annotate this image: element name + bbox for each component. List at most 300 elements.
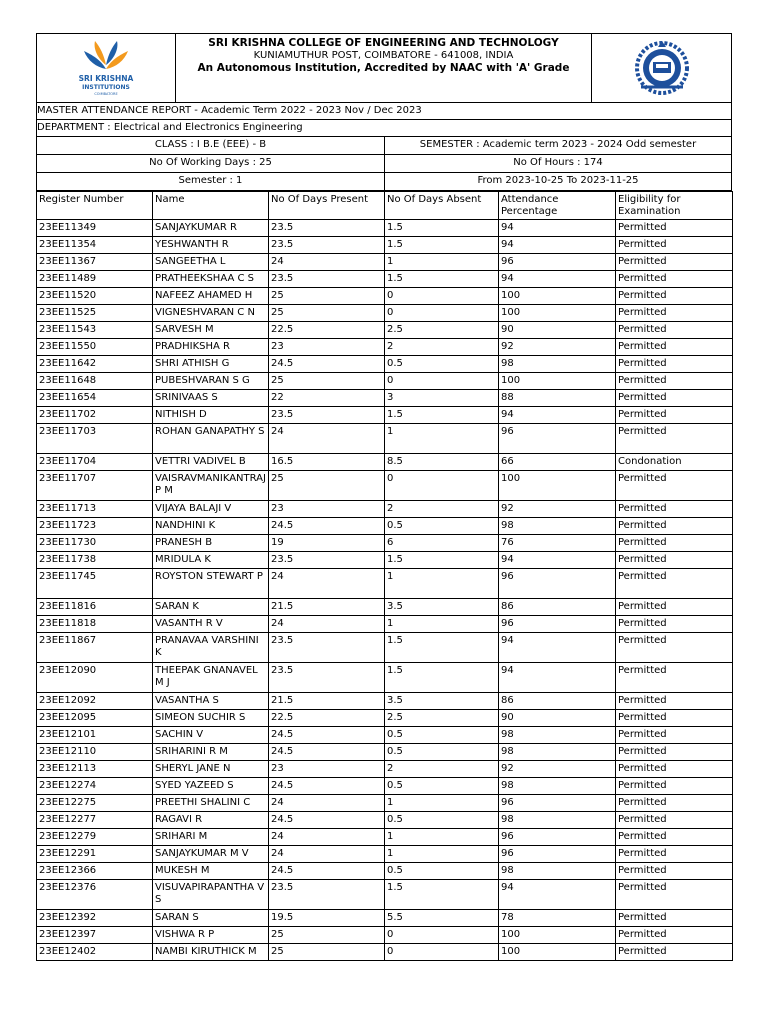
column-header: No Of Days Absent <box>385 192 499 220</box>
table-row <box>37 727 733 744</box>
student-name-cell: SRIHARINI R M <box>153 744 269 761</box>
days-present-cell: 24 <box>269 254 385 271</box>
attendance-percentage-cell: 78 <box>499 910 616 927</box>
semester-dates-row <box>36 173 732 191</box>
college-address: KUNIAMUTHUR POST, COIMBATORE - 641008, INDIA <box>253 49 514 61</box>
eligibility-cell: Permitted <box>616 305 733 322</box>
student-name-cell: VETTRI VADIVEL B <box>153 454 269 471</box>
student-name-cell: SHERYL JANE N <box>153 761 269 778</box>
register-number-cell: 23EE11816 <box>37 599 153 616</box>
days-absent-cell: 1.5 <box>385 633 499 663</box>
student-name-cell: SRINIVAAS S <box>153 390 269 407</box>
register-number-cell: 23EE11367 <box>37 254 153 271</box>
attendance-percentage-cell: 98 <box>499 812 616 829</box>
days-absent-cell: 0.5 <box>385 727 499 744</box>
days-present-cell: 21.5 <box>269 599 385 616</box>
eligibility-cell: Permitted <box>616 693 733 710</box>
attendance-table <box>36 191 733 961</box>
attendance-percentage-cell: 94 <box>499 220 616 237</box>
attendance-percentage-cell: 96 <box>499 254 616 271</box>
student-name-cell: VIJAYA BALAJI V <box>153 501 269 518</box>
register-number-cell: 23EE11349 <box>37 220 153 237</box>
table-row <box>37 778 733 795</box>
eligibility-cell: Permitted <box>616 663 733 693</box>
days-present-cell: 25 <box>269 373 385 390</box>
days-present-cell: 24.5 <box>269 812 385 829</box>
column-header: Register Number <box>37 192 153 220</box>
days-present-cell: 23.5 <box>269 880 385 910</box>
table-header-row <box>37 192 733 220</box>
days-present-cell: 25 <box>269 944 385 961</box>
table-row <box>37 812 733 829</box>
attendance-percentage-cell: 96 <box>499 569 616 599</box>
days-absent-cell: 0.5 <box>385 518 499 535</box>
days-absent-cell: 2.5 <box>385 322 499 339</box>
table-row <box>37 424 733 454</box>
attendance-percentage-cell: 94 <box>499 552 616 569</box>
days-present-cell: 24.5 <box>269 356 385 373</box>
days-hours-row <box>36 155 732 173</box>
eligibility-cell: Permitted <box>616 744 733 761</box>
date-range-label: From 2023-10-25 To 2023-11-25 <box>384 173 731 190</box>
eligibility-cell: Permitted <box>616 927 733 944</box>
attendance-percentage-cell: 98 <box>499 727 616 744</box>
register-number-cell: 23EE11738 <box>37 552 153 569</box>
eligibility-cell: Permitted <box>616 322 733 339</box>
student-name-cell: SARAN S <box>153 910 269 927</box>
eligibility-cell: Permitted <box>616 761 733 778</box>
college-title-block <box>176 34 591 102</box>
register-number-cell: 23EE11702 <box>37 407 153 424</box>
eligibility-cell: Condonation <box>616 454 733 471</box>
days-absent-cell: 0.5 <box>385 744 499 761</box>
days-absent-cell: 1 <box>385 829 499 846</box>
eligibility-cell: Permitted <box>616 569 733 599</box>
student-name-cell: SANJAYKUMAR M V <box>153 846 269 863</box>
register-number-cell: 23EE12101 <box>37 727 153 744</box>
department-label: DEPARTMENT : Electrical and Electronics Engineering <box>36 120 732 137</box>
eligibility-cell: Permitted <box>616 407 733 424</box>
student-name-cell: NAFEEZ AHAMED H <box>153 288 269 305</box>
register-number-cell: 23EE12366 <box>37 863 153 880</box>
table-row <box>37 744 733 761</box>
student-name-cell: MRIDULA K <box>153 552 269 569</box>
days-absent-cell: 1.5 <box>385 271 499 288</box>
table-row <box>37 710 733 727</box>
eligibility-cell: Permitted <box>616 390 733 407</box>
days-absent-cell: 3 <box>385 390 499 407</box>
days-present-cell: 23.5 <box>269 633 385 663</box>
attendance-percentage-cell: 98 <box>499 744 616 761</box>
eligibility-cell: Permitted <box>616 471 733 501</box>
college-name: SRI KRISHNA COLLEGE OF ENGINEERING AND TECHNOLOGY <box>208 37 559 49</box>
register-number-cell: 23EE11723 <box>37 518 153 535</box>
attendance-table-body <box>37 220 733 961</box>
student-name-cell: SANGEETHA L <box>153 254 269 271</box>
table-row <box>37 846 733 863</box>
days-absent-cell: 0.5 <box>385 778 499 795</box>
eligibility-cell: Permitted <box>616 220 733 237</box>
register-number-cell: 23EE12392 <box>37 910 153 927</box>
table-row <box>37 220 733 237</box>
days-present-cell: 24.5 <box>269 778 385 795</box>
table-row <box>37 535 733 552</box>
table-row <box>37 795 733 812</box>
attendance-percentage-cell: 96 <box>499 829 616 846</box>
days-absent-cell: 0 <box>385 927 499 944</box>
student-name-cell: VISHWA R P <box>153 927 269 944</box>
eligibility-cell: Permitted <box>616 501 733 518</box>
register-number-cell: 23EE12274 <box>37 778 153 795</box>
attendance-percentage-cell: 100 <box>499 927 616 944</box>
days-present-cell: 24.5 <box>269 518 385 535</box>
register-number-cell: 23EE11520 <box>37 288 153 305</box>
days-present-cell: 24.5 <box>269 744 385 761</box>
eligibility-cell: Permitted <box>616 373 733 390</box>
student-name-cell: RAGAVI R <box>153 812 269 829</box>
student-name-cell: PREETHI SHALINI C <box>153 795 269 812</box>
student-name-cell: YESHWANTH R <box>153 237 269 254</box>
attendance-percentage-cell: 98 <box>499 863 616 880</box>
semester-label: Semester : 1 <box>178 175 243 186</box>
student-name-cell: VASANTHA S <box>153 693 269 710</box>
days-present-cell: 16.5 <box>269 454 385 471</box>
days-present-cell: 23.5 <box>269 407 385 424</box>
register-number-cell: 23EE12113 <box>37 761 153 778</box>
days-absent-cell: 0.5 <box>385 812 499 829</box>
attendance-percentage-cell: 92 <box>499 501 616 518</box>
eligibility-cell: Permitted <box>616 795 733 812</box>
register-number-cell: 23EE12376 <box>37 880 153 910</box>
student-name-cell: VISUVAPIRAPANTHA V S <box>153 880 269 910</box>
student-name-cell: PUBESHVARAN S G <box>153 373 269 390</box>
attendance-percentage-cell: 94 <box>499 663 616 693</box>
student-name-cell: PRADHIKSHA R <box>153 339 269 356</box>
attendance-percentage-cell: 100 <box>499 373 616 390</box>
days-absent-cell: 1.5 <box>385 407 499 424</box>
days-absent-cell: 0 <box>385 944 499 961</box>
attendance-report-sheet <box>36 33 732 961</box>
attendance-percentage-cell: 90 <box>499 710 616 727</box>
attendance-percentage-cell: 96 <box>499 846 616 863</box>
register-number-cell: 23EE12110 <box>37 744 153 761</box>
days-present-cell: 24 <box>269 424 385 454</box>
svg-text:SRI KRISHNA: SRI KRISHNA <box>78 74 134 83</box>
student-name-cell: NAMBI KIRUTHICK M <box>153 944 269 961</box>
table-row <box>37 927 733 944</box>
days-present-cell: 22 <box>269 390 385 407</box>
student-name-cell: NANDHINI K <box>153 518 269 535</box>
college-seal <box>591 34 731 102</box>
student-name-cell: PRANESH B <box>153 535 269 552</box>
attendance-percentage-cell: 94 <box>499 407 616 424</box>
days-present-cell: 23 <box>269 339 385 356</box>
register-number-cell: 23EE11654 <box>37 390 153 407</box>
days-absent-cell: 1 <box>385 616 499 633</box>
student-name-cell: NITHISH D <box>153 407 269 424</box>
register-number-cell: 23EE12402 <box>37 944 153 961</box>
register-number-cell: 23EE12275 <box>37 795 153 812</box>
days-absent-cell: 8.5 <box>385 454 499 471</box>
days-absent-cell: 3.5 <box>385 693 499 710</box>
report-header <box>36 33 732 103</box>
student-name-cell: VAISRAVMANIKANTRAJ P M <box>153 471 269 501</box>
attendance-percentage-cell: 92 <box>499 761 616 778</box>
attendance-percentage-cell: 96 <box>499 795 616 812</box>
days-present-cell: 24 <box>269 846 385 863</box>
days-absent-cell: 2 <box>385 501 499 518</box>
student-name-cell: PRANAVAA VARSHINI K <box>153 633 269 663</box>
eligibility-cell: Permitted <box>616 424 733 454</box>
table-row <box>37 616 733 633</box>
register-number-cell: 23EE11489 <box>37 271 153 288</box>
eligibility-cell: Permitted <box>616 356 733 373</box>
attendance-percentage-cell: 76 <box>499 535 616 552</box>
register-number-cell: 23EE11745 <box>37 569 153 599</box>
register-number-cell: 23EE11707 <box>37 471 153 501</box>
days-absent-cell: 1 <box>385 424 499 454</box>
table-row <box>37 569 733 599</box>
days-absent-cell: 1 <box>385 795 499 812</box>
days-present-cell: 24 <box>269 829 385 846</box>
days-present-cell: 23 <box>269 761 385 778</box>
seal-emblem-icon <box>631 37 693 99</box>
days-present-cell: 25 <box>269 305 385 322</box>
register-number-cell: 23EE12291 <box>37 846 153 863</box>
days-present-cell: 23.5 <box>269 663 385 693</box>
days-present-cell: 24.5 <box>269 727 385 744</box>
days-absent-cell: 2 <box>385 339 499 356</box>
student-name-cell: SIMEON SUCHIR S <box>153 710 269 727</box>
working-days-label: No Of Working Days : 25 <box>149 157 272 168</box>
attendance-percentage-cell: 94 <box>499 880 616 910</box>
register-number-cell: 23EE11730 <box>37 535 153 552</box>
eligibility-cell: Permitted <box>616 633 733 663</box>
days-absent-cell: 0 <box>385 471 499 501</box>
table-row <box>37 356 733 373</box>
attendance-percentage-cell: 98 <box>499 356 616 373</box>
days-absent-cell: 1.5 <box>385 552 499 569</box>
eligibility-cell: Permitted <box>616 710 733 727</box>
register-number-cell: 23EE11867 <box>37 633 153 663</box>
attendance-percentage-cell: 100 <box>499 305 616 322</box>
student-name-cell: MUKESH M <box>153 863 269 880</box>
days-absent-cell: 3.5 <box>385 599 499 616</box>
table-row <box>37 390 733 407</box>
table-row <box>37 254 733 271</box>
table-row <box>37 339 733 356</box>
days-absent-cell: 1 <box>385 569 499 599</box>
register-number-cell: 23EE12092 <box>37 693 153 710</box>
column-header: Attendance Percentage <box>499 192 616 220</box>
days-absent-cell: 2 <box>385 761 499 778</box>
student-name-cell: PRATHEEKSHAA C S <box>153 271 269 288</box>
register-number-cell: 23EE11713 <box>37 501 153 518</box>
eligibility-cell: Permitted <box>616 616 733 633</box>
eligibility-cell: Permitted <box>616 599 733 616</box>
days-absent-cell: 0.5 <box>385 863 499 880</box>
attendance-percentage-cell: 96 <box>499 424 616 454</box>
eligibility-cell: Permitted <box>616 288 733 305</box>
register-number-cell: 23EE11642 <box>37 356 153 373</box>
days-present-cell: 25 <box>269 288 385 305</box>
days-present-cell: 24 <box>269 795 385 812</box>
attendance-percentage-cell: 100 <box>499 288 616 305</box>
student-name-cell: SYED YAZEED S <box>153 778 269 795</box>
days-absent-cell: 1.5 <box>385 220 499 237</box>
eligibility-cell: Permitted <box>616 271 733 288</box>
table-row <box>37 880 733 910</box>
days-absent-cell: 1 <box>385 254 499 271</box>
eligibility-cell: Permitted <box>616 944 733 961</box>
table-row <box>37 552 733 569</box>
days-absent-cell: 1.5 <box>385 663 499 693</box>
table-row <box>37 761 733 778</box>
days-absent-cell: 1.5 <box>385 880 499 910</box>
days-absent-cell: 2.5 <box>385 710 499 727</box>
table-row <box>37 501 733 518</box>
report-title: MASTER ATTENDANCE REPORT - Academic Term 2022 - 2023 Nov / Dec 2023 <box>36 103 732 120</box>
days-present-cell: 23.5 <box>269 271 385 288</box>
attendance-percentage-cell: 96 <box>499 616 616 633</box>
attendance-percentage-cell: 66 <box>499 454 616 471</box>
table-row <box>37 407 733 424</box>
hours-label: No Of Hours : 174 <box>384 155 731 172</box>
table-row <box>37 829 733 846</box>
svg-text:INSTITUTIONS: INSTITUTIONS <box>82 84 130 91</box>
semester-term-label: SEMESTER : Academic term 2023 - 2024 Odd semester <box>384 137 731 154</box>
class-label: CLASS : I B.E (EEE) - B <box>154 139 267 150</box>
eligibility-cell: Permitted <box>616 727 733 744</box>
student-name-cell: ROYSTON STEWART P <box>153 569 269 599</box>
register-number-cell: 23EE11543 <box>37 322 153 339</box>
student-name-cell: THEEPAK GNANAVEL M J <box>153 663 269 693</box>
days-present-cell: 21.5 <box>269 693 385 710</box>
eligibility-cell: Permitted <box>616 846 733 863</box>
table-row <box>37 663 733 693</box>
register-number-cell: 23EE11648 <box>37 373 153 390</box>
institution-logo <box>37 34 176 102</box>
eligibility-cell: Permitted <box>616 778 733 795</box>
class-semester-row <box>36 137 732 155</box>
table-row <box>37 599 733 616</box>
register-number-cell: 23EE12397 <box>37 927 153 944</box>
attendance-percentage-cell: 98 <box>499 518 616 535</box>
eligibility-cell: Permitted <box>616 552 733 569</box>
attendance-percentage-cell: 90 <box>499 322 616 339</box>
student-name-cell: VASANTH R V <box>153 616 269 633</box>
attendance-percentage-cell: 100 <box>499 944 616 961</box>
column-header: Eligibility for Examination <box>616 192 733 220</box>
student-name-cell: SHRI ATHISH G <box>153 356 269 373</box>
days-present-cell: 23.5 <box>269 237 385 254</box>
days-absent-cell: 0 <box>385 373 499 390</box>
register-number-cell: 23EE12279 <box>37 829 153 846</box>
student-name-cell: SANJAYKUMAR R <box>153 220 269 237</box>
days-present-cell: 25 <box>269 471 385 501</box>
days-present-cell: 22.5 <box>269 710 385 727</box>
attendance-percentage-cell: 94 <box>499 271 616 288</box>
attendance-percentage-cell: 100 <box>499 471 616 501</box>
eligibility-cell: Permitted <box>616 910 733 927</box>
eligibility-cell: Permitted <box>616 880 733 910</box>
table-row <box>37 305 733 322</box>
table-row <box>37 693 733 710</box>
student-name-cell: SACHIN V <box>153 727 269 744</box>
register-number-cell: 23EE12090 <box>37 663 153 693</box>
days-present-cell: 23.5 <box>269 552 385 569</box>
days-absent-cell: 0 <box>385 288 499 305</box>
days-absent-cell: 0.5 <box>385 356 499 373</box>
student-name-cell: SARVESH M <box>153 322 269 339</box>
svg-text:COIMBATORE: COIMBATORE <box>94 92 118 96</box>
table-row <box>37 237 733 254</box>
attendance-percentage-cell: 86 <box>499 693 616 710</box>
table-row <box>37 518 733 535</box>
register-number-cell: 23EE12277 <box>37 812 153 829</box>
table-row <box>37 288 733 305</box>
attendance-percentage-cell: 98 <box>499 778 616 795</box>
days-present-cell: 25 <box>269 927 385 944</box>
table-row <box>37 322 733 339</box>
register-number-cell: 23EE11525 <box>37 305 153 322</box>
column-header: Name <box>153 192 269 220</box>
table-row <box>37 454 733 471</box>
attendance-percentage-cell: 92 <box>499 339 616 356</box>
days-absent-cell: 6 <box>385 535 499 552</box>
column-header: No Of Days Present <box>269 192 385 220</box>
days-present-cell: 19 <box>269 535 385 552</box>
days-present-cell: 23 <box>269 501 385 518</box>
eligibility-cell: Permitted <box>616 518 733 535</box>
table-row <box>37 271 733 288</box>
days-absent-cell: 1.5 <box>385 237 499 254</box>
eligibility-cell: Permitted <box>616 339 733 356</box>
attendance-percentage-cell: 94 <box>499 237 616 254</box>
days-present-cell: 23.5 <box>269 220 385 237</box>
eligibility-cell: Permitted <box>616 829 733 846</box>
register-number-cell: 23EE11704 <box>37 454 153 471</box>
table-row <box>37 944 733 961</box>
days-absent-cell: 5.5 <box>385 910 499 927</box>
days-present-cell: 24 <box>269 569 385 599</box>
student-name-cell: VIGNESHVARAN C N <box>153 305 269 322</box>
attendance-percentage-cell: 94 <box>499 633 616 663</box>
eligibility-cell: Permitted <box>616 254 733 271</box>
table-row <box>37 373 733 390</box>
attendance-percentage-cell: 88 <box>499 390 616 407</box>
days-present-cell: 24.5 <box>269 863 385 880</box>
eligibility-cell: Permitted <box>616 237 733 254</box>
register-number-cell: 23EE11818 <box>37 616 153 633</box>
student-name-cell: ROHAN GANAPATHY S <box>153 424 269 454</box>
register-number-cell: 23EE11354 <box>37 237 153 254</box>
student-name-cell: SARAN K <box>153 599 269 616</box>
table-row <box>37 910 733 927</box>
days-present-cell: 19.5 <box>269 910 385 927</box>
eligibility-cell: Permitted <box>616 812 733 829</box>
table-row <box>37 633 733 663</box>
eligibility-cell: Permitted <box>616 863 733 880</box>
college-accreditation: An Autonomous Institution, Accredited by NAAC with 'A' Grade <box>197 62 570 74</box>
table-row <box>37 863 733 880</box>
student-name-cell: SRIHARI M <box>153 829 269 846</box>
attendance-percentage-cell: 86 <box>499 599 616 616</box>
eligibility-cell: Permitted <box>616 535 733 552</box>
register-number-cell: 23EE12095 <box>37 710 153 727</box>
days-absent-cell: 0 <box>385 305 499 322</box>
days-present-cell: 24 <box>269 616 385 633</box>
